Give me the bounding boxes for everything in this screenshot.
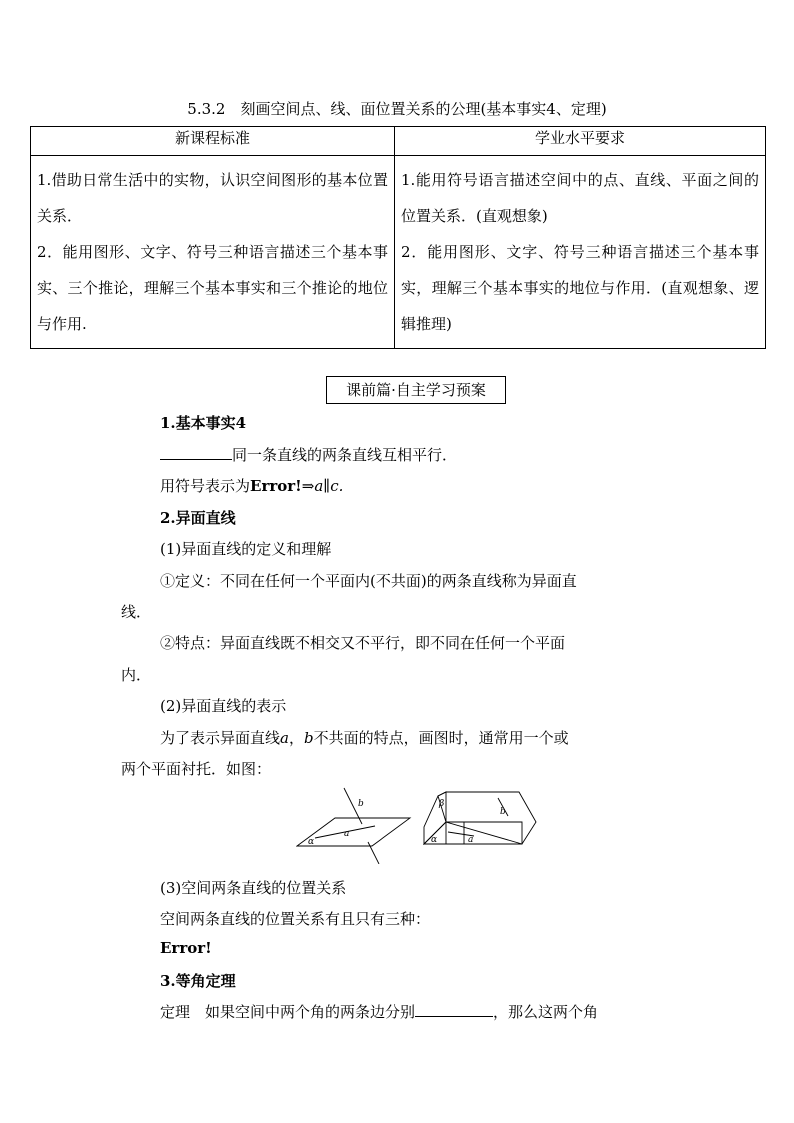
- heading-skew-lines: 2.异面直线: [160, 509, 236, 527]
- representation-text: [160, 727, 569, 748]
- var-b: b: [303, 729, 314, 747]
- section-title: 课前篇·自主学习预案: [326, 376, 506, 404]
- curriculum-table: [30, 126, 766, 349]
- var-a: a: [280, 729, 289, 747]
- table-cell-standard: [31, 156, 395, 349]
- theorem-text-post: ，那么这两个角: [493, 1003, 599, 1021]
- representation-text-cont: 两个平面衬托．如图：: [121, 760, 272, 778]
- table-cell-requirement: [395, 156, 766, 349]
- heading-fact4: 1.基本事实4: [160, 414, 247, 432]
- symbol-suffix: ⇒a∥c.: [301, 477, 344, 495]
- list-item: 2．能用图形、文字、符号三种语言描述三个基本事实，理解三个基本事实的地位与作用．(直观想象、逻辑推理): [401, 243, 759, 333]
- table-header-requirement: 学业水平要求: [395, 127, 766, 156]
- definition-text: ①定义：不同在任何一个平面内(不共面)的两条直线称为异面直: [160, 572, 577, 590]
- list-item: 1.借助日常生活中的实物，认识空间图形的基本位置关系．: [37, 171, 388, 225]
- label-a-right: a: [468, 835, 474, 845]
- subheading-representation: (2)异面直线的表示: [160, 697, 287, 715]
- theorem-text: [160, 1001, 598, 1022]
- text-run: 不共面的特点，画图时，通常用一个或: [313, 729, 569, 747]
- fact4-text: 同一条直线的两条直线互相平行．: [232, 446, 458, 464]
- list-item: 2．能用图形、文字、符号三种语言描述三个基本事实、三个推论，理解三个基本事实和三个推论的地位与作用.: [37, 243, 388, 333]
- plane-beta: [438, 792, 536, 844]
- theorem-text-pre: 定理 如果空间中两个角的两条边分别: [160, 1003, 416, 1021]
- definition-text-cont: 线．: [121, 603, 152, 621]
- fact4-statement: [160, 444, 457, 465]
- subheading-definition: (1)异面直线的定义和理解: [160, 540, 332, 558]
- error-text: Error!: [160, 939, 212, 957]
- text-run: 为了表示异面直线: [160, 729, 281, 747]
- fill-blank[interactable]: [415, 1002, 493, 1017]
- skew-lines-figure: [296, 782, 541, 864]
- label-alpha-left: α: [308, 837, 315, 847]
- symbol-prefix: 用符号表示为: [160, 477, 251, 495]
- feature-text-cont: 内．: [121, 666, 152, 684]
- lesson-title: 5.3.2 刻画空间点、线、面位置关系的公理(基本事实4、定理): [187, 100, 607, 118]
- text-run: ，: [288, 729, 304, 747]
- list-item: 1.能用符号语言描述空间中的点、直线、平面之间的位置关系．(直观想象): [401, 171, 759, 225]
- table-header-standard: 新课程标准: [31, 127, 395, 156]
- label-b-left: b: [358, 799, 364, 809]
- heading-equal-angle: 3.等角定理: [160, 972, 236, 990]
- error-text: Error!: [250, 477, 302, 495]
- label-beta: β: [439, 799, 445, 809]
- fact4-symbol-line: [160, 475, 343, 496]
- subheading-positions: (3)空间两条直线的位置关系: [160, 879, 347, 897]
- label-b-right: b: [500, 807, 506, 817]
- feature-text: ②特点：异面直线既不相交又不平行，即不同在任何一个平面: [160, 634, 566, 652]
- positions-text: 空间两条直线的位置关系有且只有三种：: [160, 910, 431, 928]
- label-alpha-right: α: [431, 835, 438, 845]
- fill-blank[interactable]: [160, 445, 232, 460]
- label-a-left: a: [344, 829, 350, 839]
